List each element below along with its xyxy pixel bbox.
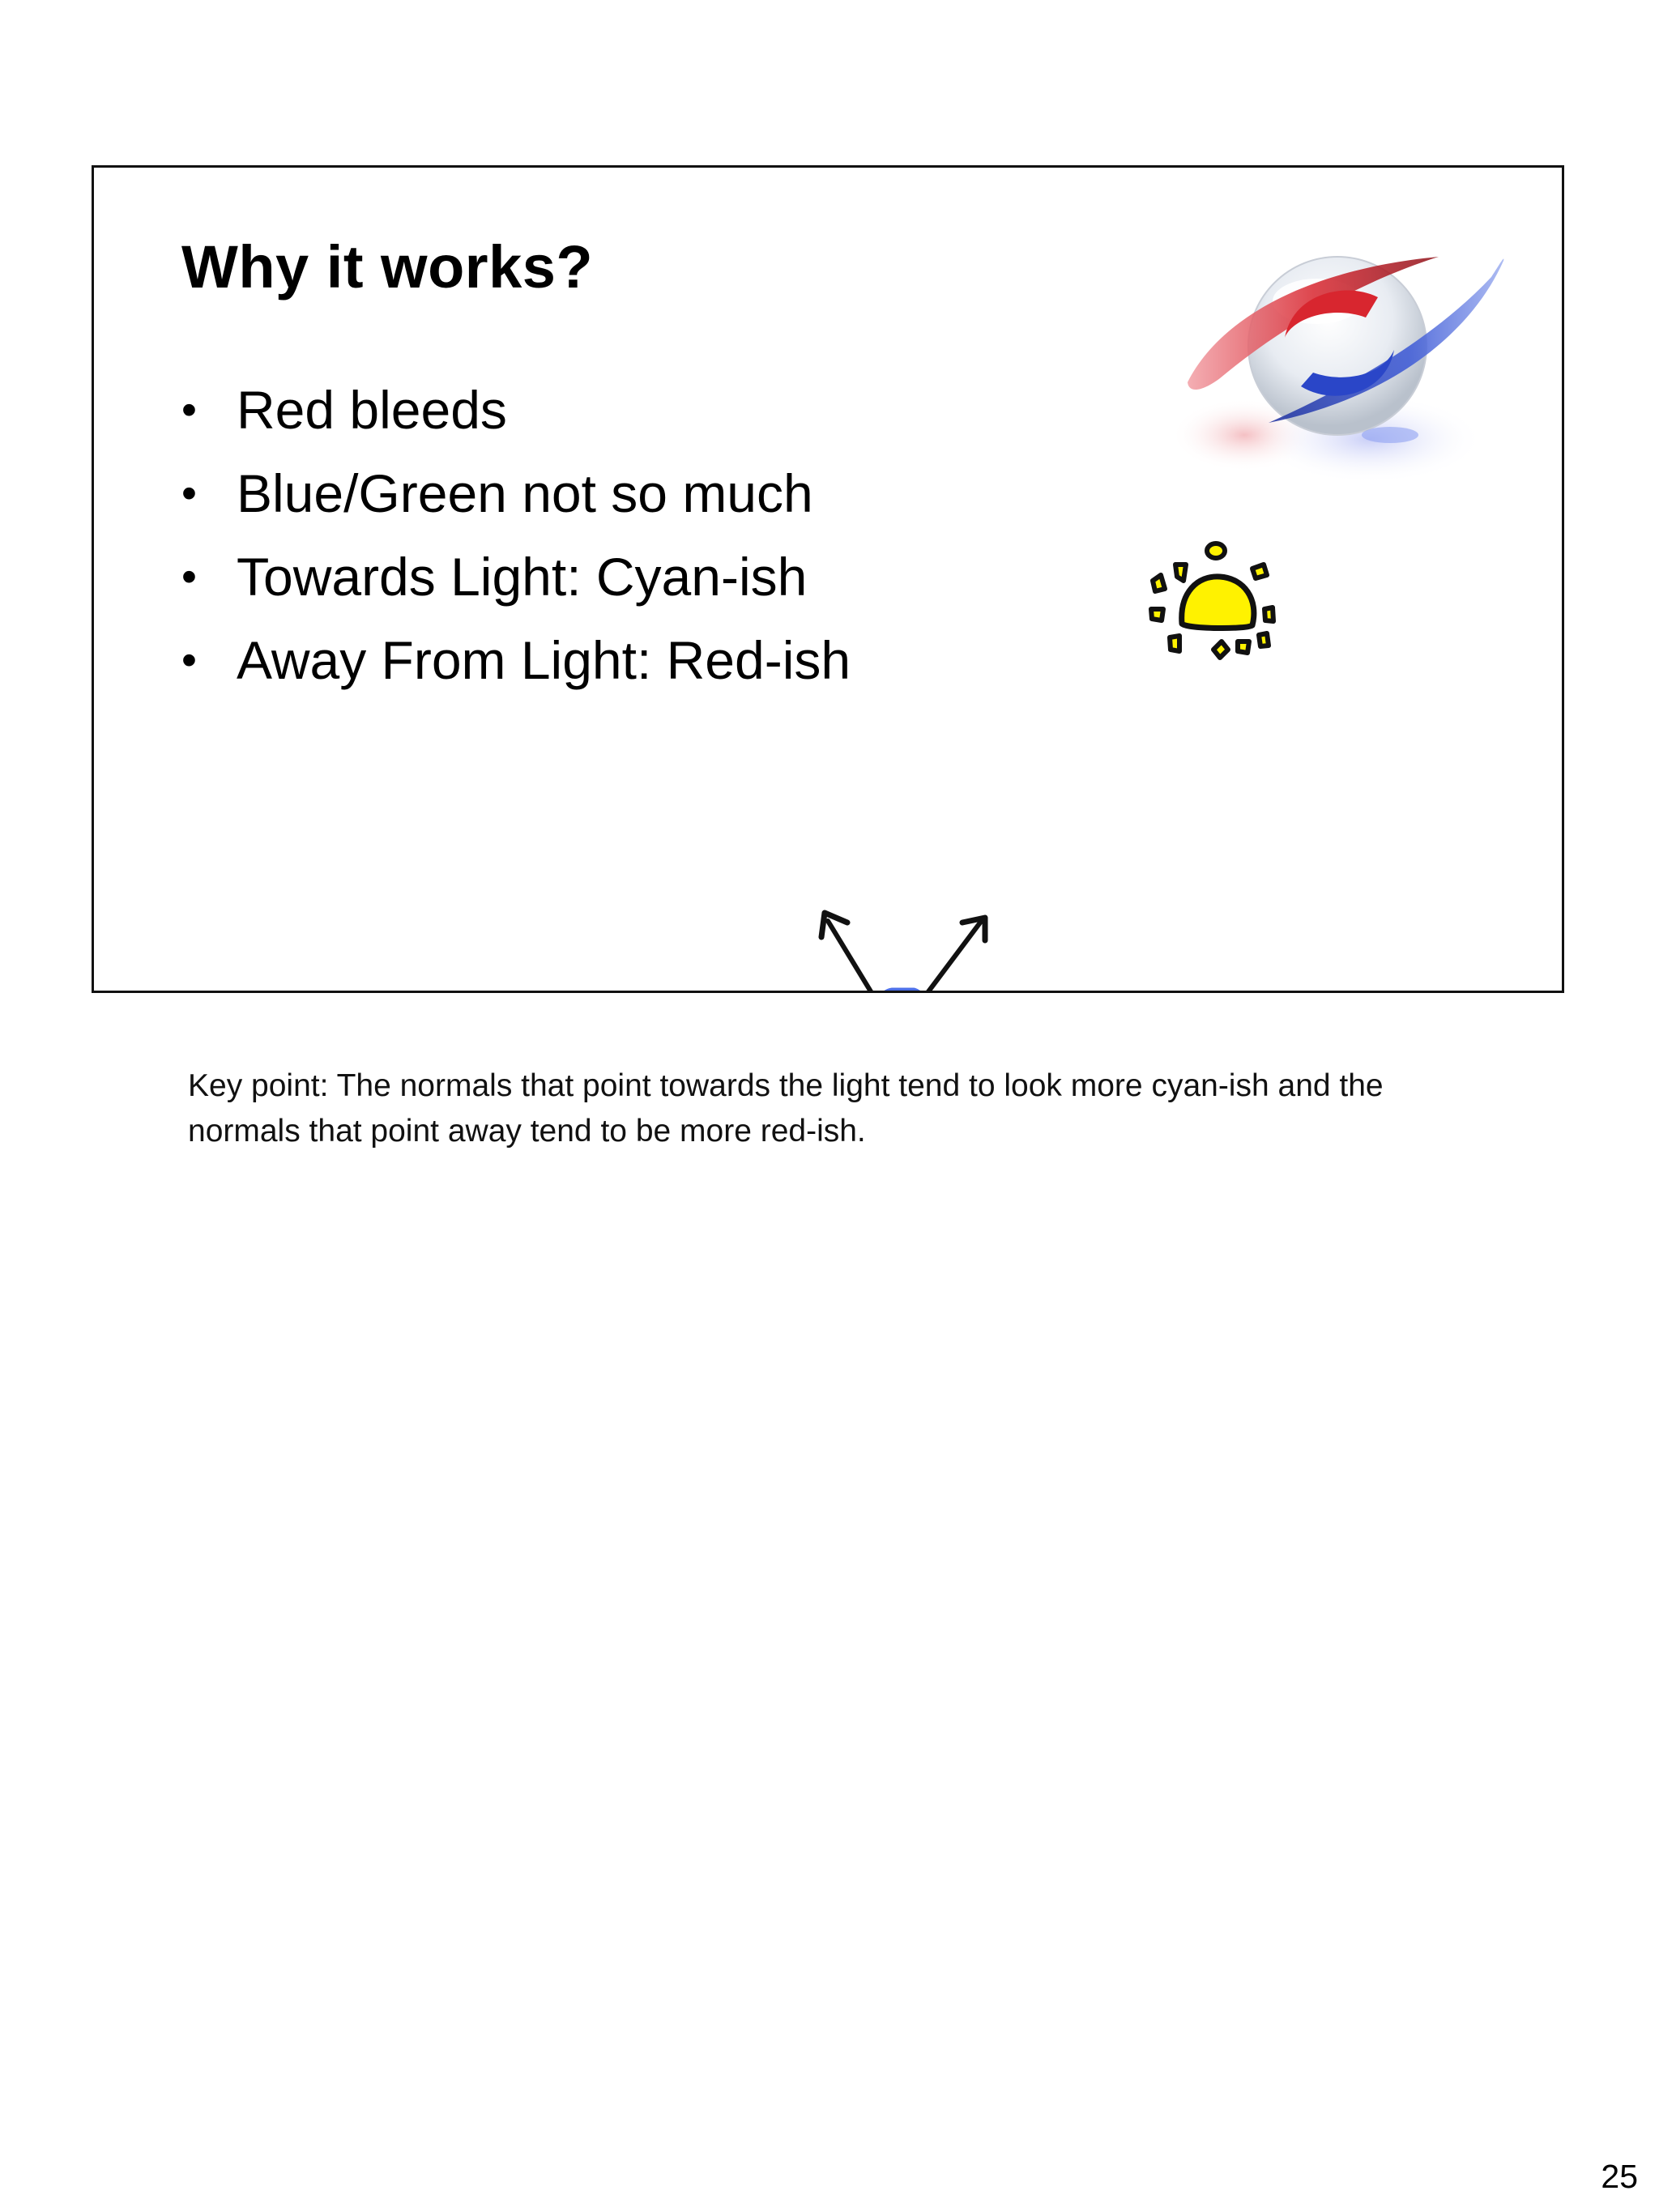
surface-normals-drawing [418, 735, 1358, 993]
swirl-logo-icon [1171, 204, 1544, 516]
bullet-item [181, 452, 851, 535]
speaker-notes: Key point: The normals that point towards the light tend to look more cyan-ish and the normals that point away tend to be more red-ish. [188, 1068, 1384, 1149]
bullet-text: Red bleeds [237, 380, 507, 440]
bullet-item [181, 535, 851, 619]
slide-title: Why it works? [181, 233, 594, 300]
page-number: 25 [1601, 2158, 1638, 2195]
bullet-text: Towards Light: Cyan-ish [237, 547, 808, 607]
bullet-text: Away From Light: Red-ish [237, 630, 851, 690]
bullet-dot: • [181, 636, 197, 684]
bullet-dot: • [181, 386, 197, 434]
bullet-text: Blue/Green not so much [237, 463, 813, 523]
bullet-item [181, 369, 851, 452]
slide-frame [92, 165, 1564, 993]
bullet-list [181, 369, 851, 702]
bullet-dot: • [181, 552, 197, 601]
bullet-item [181, 619, 851, 702]
sun-icon [1139, 528, 1293, 674]
bullet-dot: • [181, 469, 197, 518]
